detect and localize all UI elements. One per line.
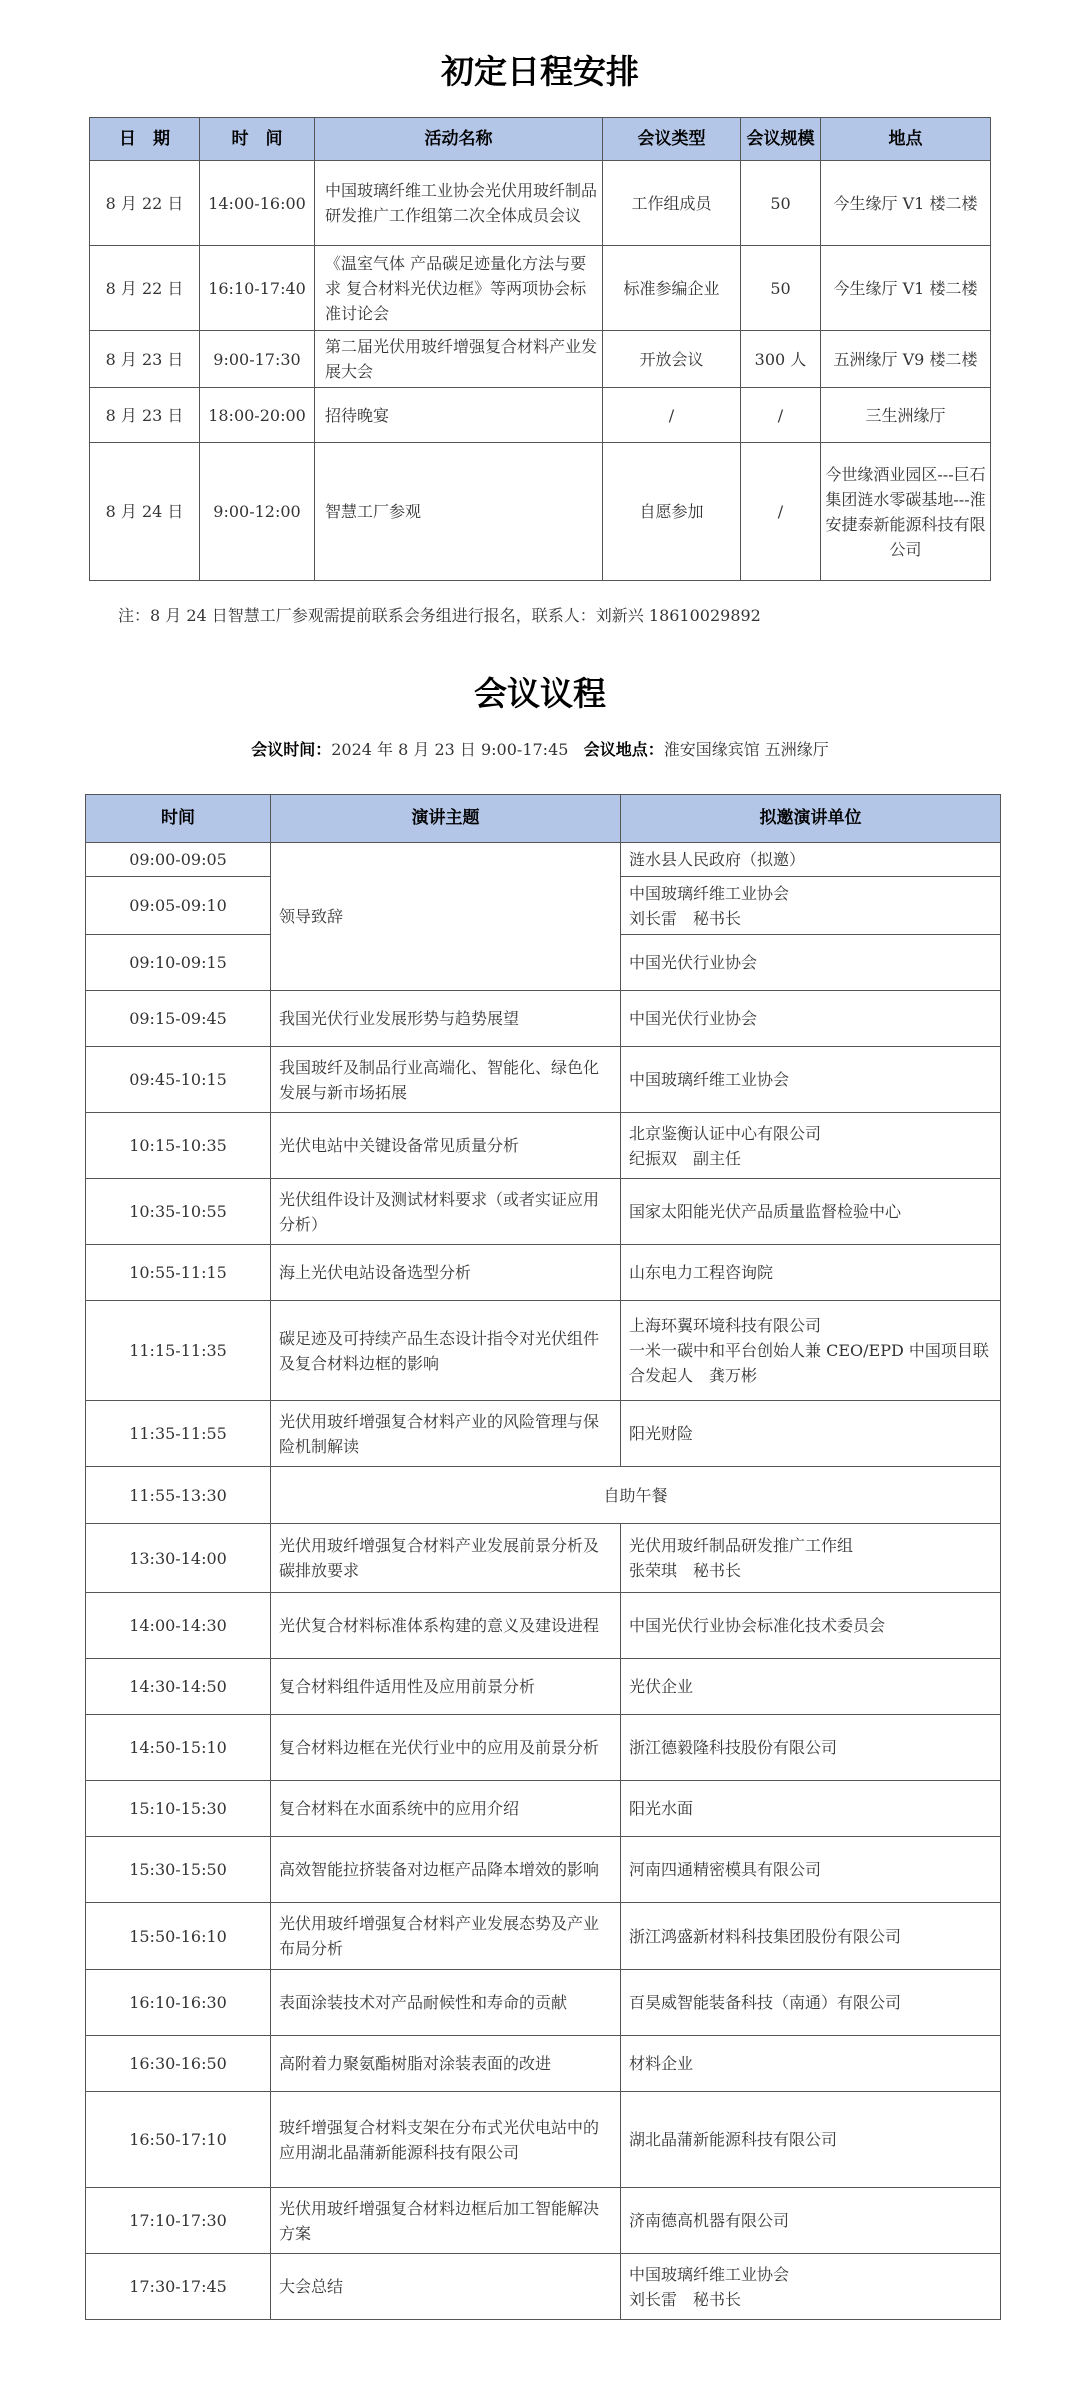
cell-time: 09:00-09:05 — [86, 843, 271, 877]
cell-type: / — [603, 388, 741, 443]
cell-unit: 百昊威智能装备科技（南通）有限公司 — [621, 1970, 1001, 2036]
agenda-header-row — [86, 795, 1001, 843]
cell-time: 16:10-17:40 — [200, 246, 315, 331]
meeting-place-label: 会议地点： — [583, 740, 664, 759]
schedule-header-row — [90, 118, 991, 161]
cell-size: 300 人 — [741, 331, 821, 388]
table-row — [90, 246, 991, 331]
table-row — [86, 1245, 1001, 1301]
cell-date: 8 月 24 日 — [90, 443, 200, 581]
cell-time: 09:05-09:10 — [86, 877, 271, 935]
table-row — [86, 1301, 1001, 1401]
table-row — [86, 1524, 1001, 1593]
cell-activity: 《温室气体 产品碳足迹量化方法与要求 复合材料光伏边框》等两项协会标准讨论会 — [315, 246, 603, 331]
cell-type: 标准参编企业 — [603, 246, 741, 331]
header-topic: 演讲主题 — [271, 795, 621, 843]
cell-time: 9:00-17:30 — [200, 331, 315, 388]
cell-time: 13:30-14:00 — [86, 1524, 271, 1593]
cell-unit: 浙江德毅隆科技股份有限公司 — [621, 1715, 1001, 1781]
cell-size: / — [741, 443, 821, 581]
cell-type: 开放会议 — [603, 331, 741, 388]
cell-activity: 第二届光伏用玻纤增强复合材料产业发展大会 — [315, 331, 603, 388]
meeting-place-value: 淮安国缘宾馆 五洲缘厅 — [663, 740, 829, 759]
header-place: 地点 — [821, 118, 991, 161]
cell-time: 17:30-17:45 — [86, 2254, 271, 2320]
cell-time: 14:50-15:10 — [86, 1715, 271, 1781]
table-row — [86, 1401, 1001, 1467]
cell-unit: 中国光伏行业协会 — [621, 935, 1001, 991]
table-row — [86, 1903, 1001, 1970]
cell-time: 10:35-10:55 — [86, 1179, 271, 1245]
cell-unit: 河南四通精密模具有限公司 — [621, 1837, 1001, 1903]
cell-topic: 高附着力聚氨酯树脂对涂装表面的改进 — [271, 2036, 621, 2092]
table-row — [86, 1179, 1001, 1245]
table-row — [90, 331, 991, 388]
table-row — [86, 1970, 1001, 2036]
cell-time: 10:15-10:35 — [86, 1113, 271, 1179]
cell-activity: 智慧工厂参观 — [315, 443, 603, 581]
table-row — [86, 2254, 1001, 2320]
table-row — [86, 1047, 1001, 1113]
header-time: 时间 — [86, 795, 271, 843]
cell-break: 自助午餐 — [271, 1467, 1001, 1524]
cell-place: 五洲缘厅 V9 楼二楼 — [821, 331, 991, 388]
cell-time: 14:00-16:00 — [200, 161, 315, 246]
cell-unit: 光伏用玻纤制品研发推广工作组 张荣琪 秘书长 — [621, 1524, 1001, 1593]
cell-unit: 济南德高机器有限公司 — [621, 2188, 1001, 2254]
schedule-title: 初定日程安排 — [441, 52, 639, 91]
cell-time: 16:50-17:10 — [86, 2092, 271, 2188]
cell-time: 09:45-10:15 — [86, 1047, 271, 1113]
cell-unit: 光伏企业 — [621, 1659, 1001, 1715]
cell-time: 10:55-11:15 — [86, 1245, 271, 1301]
cell-unit: 北京鉴衡认证中心有限公司 纪振双 副主任 — [621, 1113, 1001, 1179]
table-row — [86, 2036, 1001, 2092]
cell-time: 17:10-17:30 — [86, 2188, 271, 2254]
table-row — [86, 1659, 1001, 1715]
cell-size: 50 — [741, 161, 821, 246]
header-activity: 活动名称 — [315, 118, 603, 161]
table-row — [86, 1467, 1001, 1524]
cell-topic: 领导致辞 — [271, 843, 621, 991]
cell-time: 11:55-13:30 — [86, 1467, 271, 1524]
cell-unit: 中国玻璃纤维工业协会 刘长雷 秘书长 — [621, 2254, 1001, 2320]
cell-topic: 高效智能拉挤装备对边框产品降本增效的影响 — [271, 1837, 621, 1903]
table-row — [86, 1837, 1001, 1903]
cell-topic: 光伏用玻纤增强复合材料产业发展前景分析及碳排放要求 — [271, 1524, 621, 1593]
cell-time: 16:30-16:50 — [86, 2036, 271, 2092]
cell-type: 工作组成员 — [603, 161, 741, 246]
agenda-meta — [0, 737, 1080, 760]
table-row — [86, 1715, 1001, 1781]
schedule-note: 注：8 月 24 日智慧工厂参观需提前联系会务组进行报名，联系人：刘新兴 18610029892 — [118, 606, 761, 625]
cell-time: 14:30-14:50 — [86, 1659, 271, 1715]
cell-topic: 碳足迹及可持续产品生态设计指令对光伏组件及复合材料边框的影响 — [271, 1301, 621, 1401]
cell-topic: 复合材料组件适用性及应用前景分析 — [271, 1659, 621, 1715]
cell-topic: 大会总结 — [271, 2254, 621, 2320]
cell-topic: 我国玻纤及制品行业高端化、智能化、绿色化发展与新市场拓展 — [271, 1047, 621, 1113]
header-size: 会议规模 — [741, 118, 821, 161]
cell-unit: 国家太阳能光伏产品质量监督检验中心 — [621, 1179, 1001, 1245]
cell-unit: 阳光财险 — [621, 1401, 1001, 1467]
cell-topic: 光伏用玻纤增强复合材料产业的风险管理与保险机制解读 — [271, 1401, 621, 1467]
cell-topic: 光伏复合材料标准体系构建的意义及建设进程 — [271, 1593, 621, 1659]
cell-topic: 光伏组件设计及测试材料要求（或者实证应用分析） — [271, 1179, 621, 1245]
cell-topic: 光伏用玻纤增强复合材料边框后加工智能解决方案 — [271, 2188, 621, 2254]
table-row — [86, 1781, 1001, 1837]
table-row — [90, 388, 991, 443]
cell-time: 18:00-20:00 — [200, 388, 315, 443]
table-row — [86, 1113, 1001, 1179]
agenda-table — [85, 794, 1001, 2320]
cell-time: 14:00-14:30 — [86, 1593, 271, 1659]
cell-date: 8 月 23 日 — [90, 331, 200, 388]
table-row — [86, 2092, 1001, 2188]
cell-topic: 复合材料边框在光伏行业中的应用及前景分析 — [271, 1715, 621, 1781]
cell-size: 50 — [741, 246, 821, 331]
agenda-title: 会议议程 — [474, 674, 606, 713]
header-type: 会议类型 — [603, 118, 741, 161]
meeting-time-value: 2024 年 8 月 23 日 9:00-17:45 — [331, 740, 569, 759]
cell-place: 三生洲缘厅 — [821, 388, 991, 443]
cell-size: / — [741, 388, 821, 443]
cell-place: 今生缘厅 V1 楼二楼 — [821, 161, 991, 246]
cell-time: 16:10-16:30 — [86, 1970, 271, 2036]
cell-time: 11:35-11:55 — [86, 1401, 271, 1467]
cell-place: 今世缘酒业园区---巨石集团涟水零碳基地---淮安捷泰新能源科技有限公司 — [821, 443, 991, 581]
cell-topic: 玻纤增强复合材料支架在分布式光伏电站中的应用湖北晶蒲新能源科技有限公司 — [271, 2092, 621, 2188]
cell-date: 8 月 22 日 — [90, 161, 200, 246]
cell-unit: 中国光伏行业协会标准化技术委员会 — [621, 1593, 1001, 1659]
cell-topic: 海上光伏电站设备选型分析 — [271, 1245, 621, 1301]
cell-unit: 山东电力工程咨询院 — [621, 1245, 1001, 1301]
cell-unit: 中国光伏行业协会 — [621, 991, 1001, 1047]
agenda-body — [86, 843, 1001, 2320]
cell-unit: 湖北晶蒲新能源科技有限公司 — [621, 2092, 1001, 2188]
cell-topic: 光伏用玻纤增强复合材料产业发展态势及产业布局分析 — [271, 1903, 621, 1970]
table-row — [86, 2188, 1001, 2254]
cell-activity: 招待晚宴 — [315, 388, 603, 443]
header-unit: 拟邀演讲单位 — [621, 795, 1001, 843]
cell-activity: 中国玻璃纤维工业协会光伏用玻纤制品研发推广工作组第二次全体成员会议 — [315, 161, 603, 246]
cell-time: 15:10-15:30 — [86, 1781, 271, 1837]
cell-topic: 光伏电站中关键设备常见质量分析 — [271, 1113, 621, 1179]
table-row — [90, 443, 991, 581]
cell-unit: 中国玻璃纤维工业协会 — [621, 1047, 1001, 1113]
cell-date: 8 月 22 日 — [90, 246, 200, 331]
cell-time: 09:15-09:45 — [86, 991, 271, 1047]
cell-unit: 阳光水面 — [621, 1781, 1001, 1837]
cell-unit: 中国玻璃纤维工业协会 刘长雷 秘书长 — [621, 877, 1001, 935]
table-row — [86, 1593, 1001, 1659]
schedule-table — [89, 117, 991, 581]
table-row — [90, 161, 991, 246]
cell-topic: 我国光伏行业发展形势与趋势展望 — [271, 991, 621, 1047]
table-row — [86, 843, 1001, 877]
cell-unit: 上海环翼环境科技有限公司 一米一碳中和平台创始人兼 CEO/EPD 中国项目联合发起人 龚万彬 — [621, 1301, 1001, 1401]
cell-unit: 涟水县人民政府（拟邀） — [621, 843, 1001, 877]
cell-date: 8 月 23 日 — [90, 388, 200, 443]
meeting-time-label: 会议时间： — [251, 740, 332, 759]
cell-unit: 材料企业 — [621, 2036, 1001, 2092]
cell-type: 自愿参加 — [603, 443, 741, 581]
cell-time: 9:00-12:00 — [200, 443, 315, 581]
header-time: 时 间 — [200, 118, 315, 161]
cell-topic: 复合材料在水面系统中的应用介绍 — [271, 1781, 621, 1837]
table-row — [86, 991, 1001, 1047]
cell-topic: 表面涂装技术对产品耐候性和寿命的贡献 — [271, 1970, 621, 2036]
cell-time: 09:10-09:15 — [86, 935, 271, 991]
cell-place: 今生缘厅 V1 楼二楼 — [821, 246, 991, 331]
cell-time: 15:30-15:50 — [86, 1837, 271, 1903]
header-date: 日 期 — [90, 118, 200, 161]
cell-unit: 浙江鸿盛新材料科技集团股份有限公司 — [621, 1903, 1001, 1970]
cell-time: 15:50-16:10 — [86, 1903, 271, 1970]
cell-time: 11:15-11:35 — [86, 1301, 271, 1401]
